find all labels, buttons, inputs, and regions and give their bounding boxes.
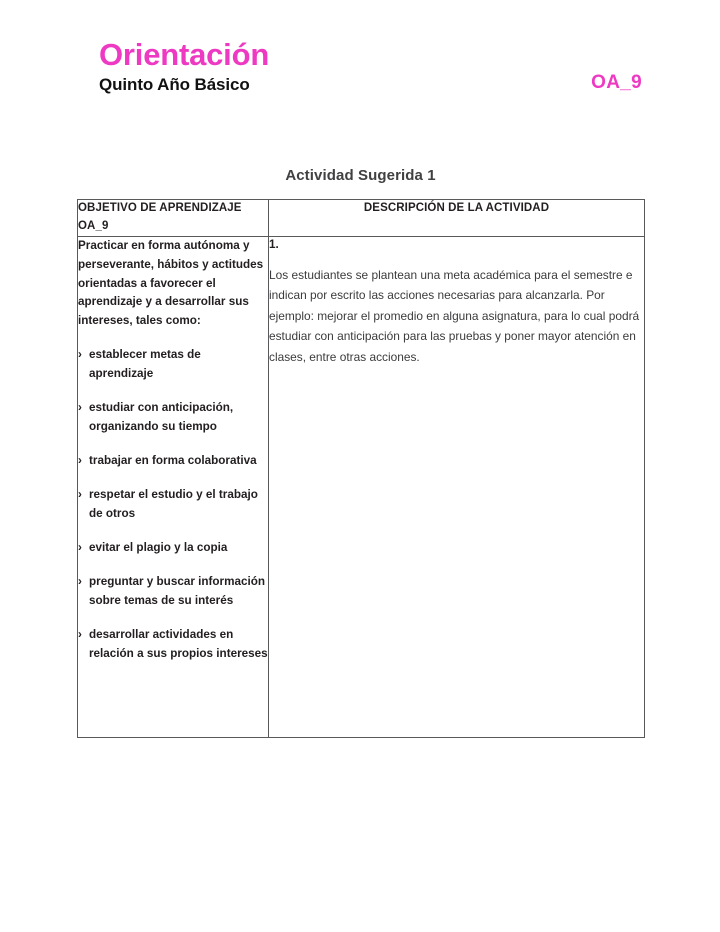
bullet-marker-icon: › bbox=[78, 541, 82, 555]
subject-title: Orientación bbox=[99, 37, 270, 72]
column-header-objective: OBJETIVO DE APRENDIZAJE OA_9 bbox=[78, 200, 269, 237]
list-item bbox=[78, 346, 268, 384]
description-text: Los estudiantes se plantean una meta académica para el semestre e indican por escrito las acciones necesarias para alcanzarla. Por ejemplo: mejorar el promedio en alguna asignatura, para lo cual podrá estudiar con anticipación para las pruebas y poner mayor atención en clases, entre otras acciones. bbox=[269, 267, 640, 364]
list-item-label: trabajar en forma colaborativa bbox=[89, 454, 257, 468]
list-item-label: establecer metas de aprendizaje bbox=[89, 348, 201, 381]
bullet-marker-icon: › bbox=[78, 627, 82, 641]
bullet-marker-icon: › bbox=[78, 348, 82, 362]
header-row bbox=[99, 38, 642, 96]
activity-table bbox=[77, 199, 645, 738]
list-item bbox=[78, 452, 268, 471]
list-item bbox=[78, 399, 268, 437]
objective-bullet-list bbox=[78, 346, 268, 663]
list-item bbox=[78, 486, 268, 524]
table-row bbox=[78, 236, 645, 737]
objective-cell bbox=[78, 236, 269, 737]
bullet-marker-icon: › bbox=[78, 401, 82, 415]
table-header-row bbox=[78, 200, 645, 237]
description-number: 1. bbox=[269, 237, 279, 251]
activity-heading: Actividad Sugerida 1 bbox=[285, 167, 436, 184]
list-item-label: evitar el plagio y la copia bbox=[89, 541, 228, 555]
document-header bbox=[99, 38, 642, 96]
bullet-marker-icon: › bbox=[78, 575, 82, 589]
list-item bbox=[78, 573, 268, 611]
description-cell bbox=[269, 236, 645, 737]
list-item bbox=[78, 539, 268, 558]
bullet-marker-icon: › bbox=[78, 488, 82, 502]
objective-intro-text: Practicar en forma autónoma y perseverante, hábitos y actitudes orientadas a favorecer el aprendizaje y a desarrollar sus intereses, tales como: bbox=[78, 238, 264, 328]
bullet-marker-icon: › bbox=[78, 454, 82, 468]
list-item-label: respetar el estudio y el trabajo de otros bbox=[89, 488, 258, 521]
learning-objective-code: OA_9 bbox=[591, 71, 642, 93]
column-header-description: DESCRIPCIÓN DE LA ACTIVIDAD bbox=[269, 200, 645, 237]
list-item-label: desarrollar actividades en relación a sus propios intereses bbox=[89, 627, 268, 660]
grade-subtitle: Quinto Año Básico bbox=[99, 75, 250, 95]
header-title-group bbox=[99, 38, 269, 96]
list-item bbox=[78, 626, 268, 664]
list-item-label: estudiar con anticipación, organizando su tiempo bbox=[89, 401, 234, 434]
list-item-label: preguntar y buscar información sobre temas de su interés bbox=[89, 575, 265, 607]
